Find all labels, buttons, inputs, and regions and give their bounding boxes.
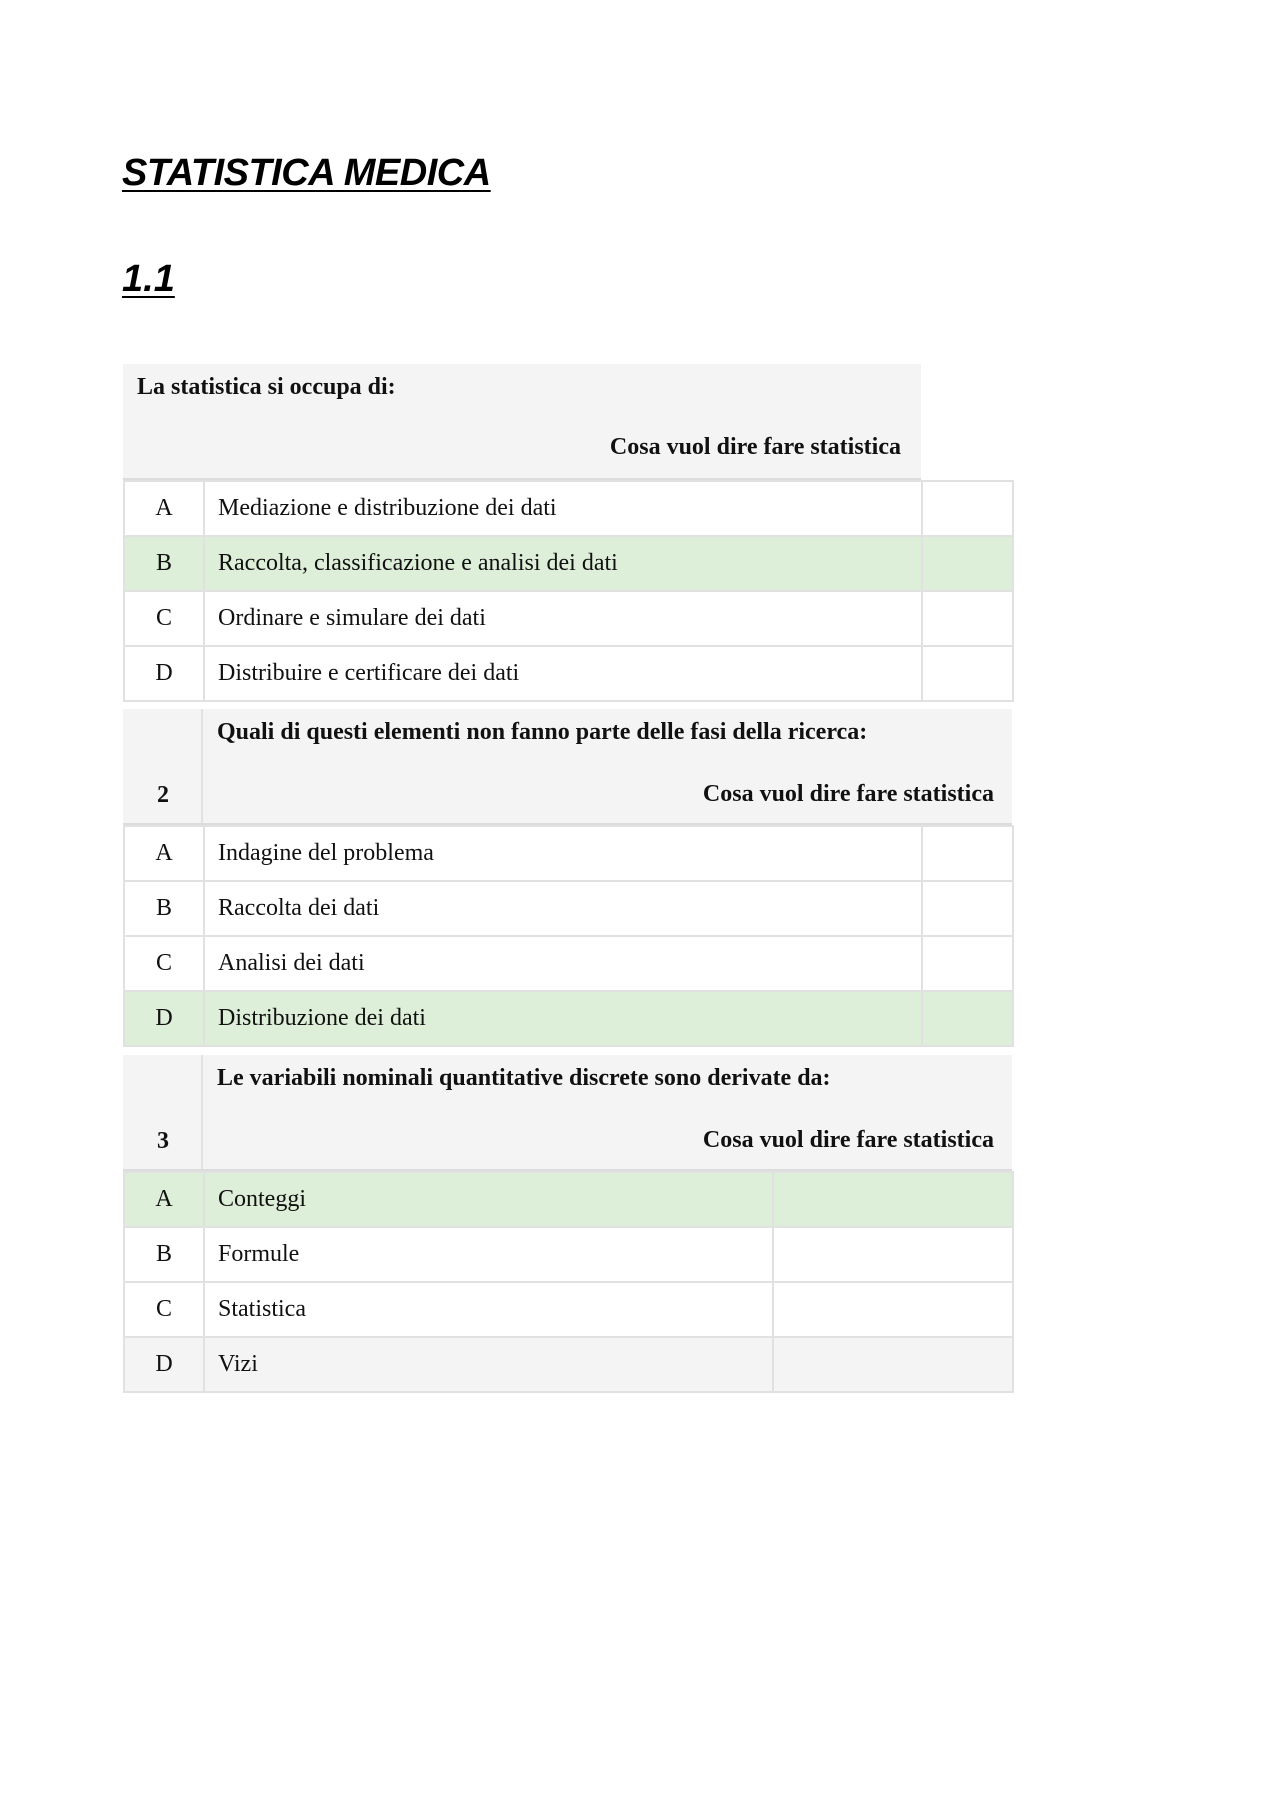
question-3-subtitle: Cosa vuol dire fare statistica [702, 1127, 994, 1153]
answer-row-correct[interactable] [124, 1172, 1013, 1227]
answer-row[interactable] [124, 936, 1013, 991]
question-1-header [123, 364, 921, 480]
answer-row-correct[interactable] [124, 991, 1013, 1046]
document-title: STATISTICA MEDICA [122, 152, 491, 194]
answer-text: Formule [204, 1227, 773, 1282]
answer-row[interactable] [124, 591, 1013, 646]
answer-mark-cell [922, 591, 1013, 646]
question-2-answers [123, 825, 1014, 1047]
answer-row[interactable] [124, 1227, 1013, 1282]
answer-text: Conteggi [204, 1172, 773, 1227]
answer-letter: A [124, 826, 204, 881]
answer-row[interactable] [124, 481, 1013, 536]
question-1-subtitle: Cosa vuol dire fare statistica [609, 434, 901, 460]
answer-row-correct[interactable] [124, 536, 1013, 591]
answer-mark-cell [922, 646, 1013, 701]
question-2-number: 2 [157, 782, 169, 808]
answer-mark-cell [922, 536, 1013, 591]
answer-text: Distribuzione dei dati [204, 991, 922, 1046]
answer-letter: C [124, 936, 204, 991]
answer-letter: D [124, 1337, 204, 1392]
answer-row[interactable] [124, 826, 1013, 881]
answer-letter: B [124, 881, 204, 936]
answer-text: Vizi [204, 1337, 773, 1392]
question-number-cell [123, 1055, 203, 1169]
question-3-number: 3 [157, 1128, 169, 1154]
question-3-header [123, 1055, 1012, 1171]
answer-letter: C [124, 591, 204, 646]
answer-text: Analisi dei dati [204, 936, 922, 991]
answer-letter: A [124, 1172, 204, 1227]
answer-text: Statistica [204, 1282, 773, 1337]
question-1-text: La statistica si occupa di: [137, 374, 396, 400]
question-3-answers [123, 1171, 1014, 1393]
answer-mark-cell [922, 936, 1013, 991]
answer-mark-cell [922, 826, 1013, 881]
answer-letter: B [124, 536, 204, 591]
answer-row[interactable] [124, 646, 1013, 701]
answer-row[interactable] [124, 1282, 1013, 1337]
answer-text: Raccolta dei dati [204, 881, 922, 936]
answer-mark-cell [773, 1282, 1013, 1337]
question-2-text: Quali di questi elementi non fanno parte delle fasi della ricerca: [217, 719, 868, 745]
answer-row[interactable] [124, 1337, 1013, 1392]
answer-text: Ordinare e simulare dei dati [204, 591, 922, 646]
question-number-cell [123, 709, 203, 823]
answer-text: Raccolta, classificazione e analisi dei dati [204, 536, 922, 591]
answer-mark-cell [773, 1172, 1013, 1227]
answer-letter: B [124, 1227, 204, 1282]
answer-mark-cell [922, 991, 1013, 1046]
question-3-text: Le variabili nominali quantitative discrete sono derivate da: [217, 1065, 831, 1091]
answer-text: Mediazione e distribuzione dei dati [204, 481, 922, 536]
question-2-header [123, 709, 1012, 825]
answer-letter: A [124, 481, 204, 536]
answer-mark-cell [922, 481, 1013, 536]
answer-text: Distribuire e certificare dei dati [204, 646, 922, 701]
answer-mark-cell [773, 1227, 1013, 1282]
question-2-subtitle: Cosa vuol dire fare statistica [702, 781, 994, 807]
section-title: 1.1 [122, 258, 175, 300]
answer-mark-cell [922, 881, 1013, 936]
answer-letter: D [124, 646, 204, 701]
answer-letter: C [124, 1282, 204, 1337]
answer-letter: D [124, 991, 204, 1046]
answer-row[interactable] [124, 881, 1013, 936]
answer-text: Indagine del problema [204, 826, 922, 881]
question-1-answers [123, 480, 1014, 702]
answer-mark-cell [773, 1337, 1013, 1392]
